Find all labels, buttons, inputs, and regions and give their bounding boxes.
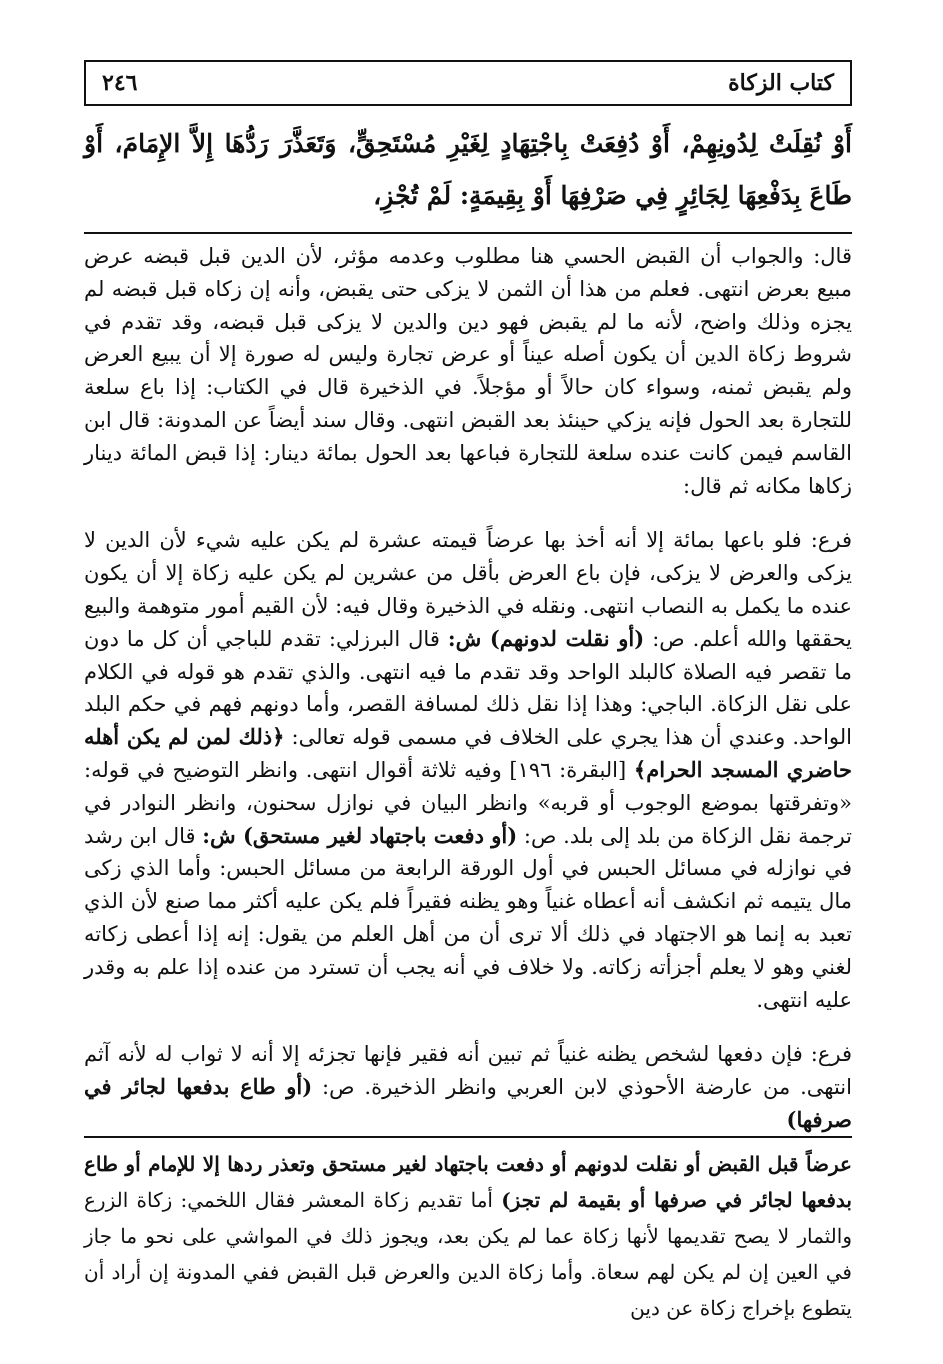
footnote-text: أما تقديم زكاة المعشر فقال اللخمي: زكاة الزرع والثمار لا يصح تقديمها لأنها زكاة عما لم يكن بعد، ويجوز ذلك في المواشي على نحو ما جاز في العين إن لم يكن لهم سعاة. وأما زكاة الدين والعرض قبل القبض ففي المدونة إن أراد أن يتطوع بإخراج زكاة عن دين bbox=[84, 1188, 852, 1320]
top-divider bbox=[84, 232, 852, 234]
footnote-paragraph bbox=[84, 1146, 852, 1326]
text-run: قال البرزلي: تقدم للباجي أن كل ما دون ما تقصر فيه الصلاة كالبلد الواحد وقد تقدم ما فيه انتهى. والذي تقدم هو قوله في الكلام على نقل الزكاة. الباجي: وهذا إذا نقل ذلك لمسافة القصر، وأما دونهم فهم في حكم البلد الواحد. وعندي أن هذا يجري على الخلاف في مسمى قوله تعالى: bbox=[84, 626, 852, 750]
bold-quote: (أو نقلت لدونهم) ش: bbox=[447, 625, 645, 651]
text-run: فرع: فإن دفعها لشخص يظنه غنياً ثم تبين أنه فقير فإنها تجزئه إلا أنه لا ثواب له لأنه آثم انتهى. من عارضة الأحوذي لابن العربي وانظر الذخيرة. ص: bbox=[84, 1042, 852, 1100]
bold-quote: (أو دفعت باجتهاد لغير مستحق) ش: bbox=[202, 822, 518, 848]
book-title: كتاب الزكاة bbox=[728, 70, 834, 96]
page-number: ٢٤٦ bbox=[102, 70, 138, 96]
bottom-divider bbox=[84, 1136, 852, 1138]
bold-quote: (أو طاع بدفعها لجائر في صرفها) bbox=[84, 1074, 852, 1132]
quran-verse: ﴿ذلك لمن لم يكن أهله حاضري المسجد الحرام﴾ bbox=[84, 724, 853, 782]
main-text: أَوْ نُقِلَتْ لِدُونِهِمْ، أَوْ دُفِعَتْ بِاجْتِهَادٍ لِغَيْرِ مُسْتَحِقٍّ، وَتَعَذَّرَ رَدُّهَا إِلاَّ الإِمَامَ، أَوْ طَاعَ بِدَفْعِهَا لِجَائِرٍ فِي صَرْفِهَا أَوْ بِقِيمَةٍ: لَمْ تُجْزِ، bbox=[84, 129, 852, 210]
page-header bbox=[84, 60, 852, 106]
commentary-paragraph-1: قال: والجواب أن القبض الحسي هنا مطلوب وعدمه مؤثر، لأن الدين قبل قبضه عرض مبيع بعرض انتهى. فعلم من هذا أن الثمن لا يزكى حتى يقبض، وأنه إن زكاه قبل قبضه لم يجزه وذلك واضح، لأنه ما لم يقبض فهو دين والدين لا يزكى قبل قبضه، وقد تقدم في شروط زكاة الدين أن يكون أصله عيناً أو عرض تجارة وليس له صورة إلا أن يبيع العرض ولم يقبض ثمنه، وسواء كان حالاً أو مؤجلاً. في الذخيرة قال في الكتاب: إذا باع سلعة للتجارة بعد الحول فإنه يزكي حينئذ بعد القبض انتهى. وقال سند أيضاً عن المدونة: قال ابن القاسم فيمن كانت عنده سلعة للتجارة فباعها بعد الحول بمائة دينار: إذا قبض المائة دينار زكاها مكانه ثم قال: bbox=[84, 244, 852, 498]
commentary-paragraph-3 bbox=[84, 1038, 852, 1136]
text-run: قال ابن رشد في نوازله في مسائل الحبس في أول الورقة الرابعة من مسائل الحبس: وأما الذي زكى مال يتيمه ثم انكشف أنه أعطاه غنياً وهو يظنه فقيراً فلم يكن عليه أكثر مما صنع لأن الذي تعبد به إنما هو الاجتهاد في ذلك ألا ترى أن من أهل العلم من يقول: إنه إذا أعطى زكاته لغني وهو لا يعلم أجزأته زكاته. ولا خلاف في أنه يجب أن تسترد من عنده إذا علم به وقدر عليه انتهى. bbox=[84, 823, 852, 1012]
commentary-paragraph-2 bbox=[84, 524, 852, 1016]
text-run: [البقرة: ١٩٦] وفيه ثلاثة أقوال انتهى. وانظر التوضيح في قوله: «وتفرقتها بموضع الوجوب أو قربه» وانظر البيان في نوازل سحنون، وانظر النوادر في ترجمة نقل الزكاة من بلد إلى بلد. ص: bbox=[84, 757, 852, 848]
footnote bbox=[84, 1146, 852, 1326]
commentary bbox=[84, 240, 852, 1137]
footnote-bold-text: عرضاً قبل القبض أو نقلت لدونهم أو دفعت باجتهاد لغير مستحق وتعذر ردها إلا للإمام أو طاع بدفعها لجائر في صرفها أو بقيمة لم تجز) bbox=[84, 1152, 852, 1212]
text-run: فرع: فلو باعها بمائة إلا أنه أخذ بها عرضاً قيمته عشرة لم يكن عليه شيء لأن الدين لا يزكى والعرض لا يزكى، فإن باع العرض بأقل من عشرين لم يكن عليه زكاة إلا أن يكون عنده ما يكمل به النصاب انتهى. ونقله في الذخيرة وقال فيه: لأن القيم أمور متوهمة والبيع يحققها والله أعلم. ص: bbox=[84, 528, 852, 651]
